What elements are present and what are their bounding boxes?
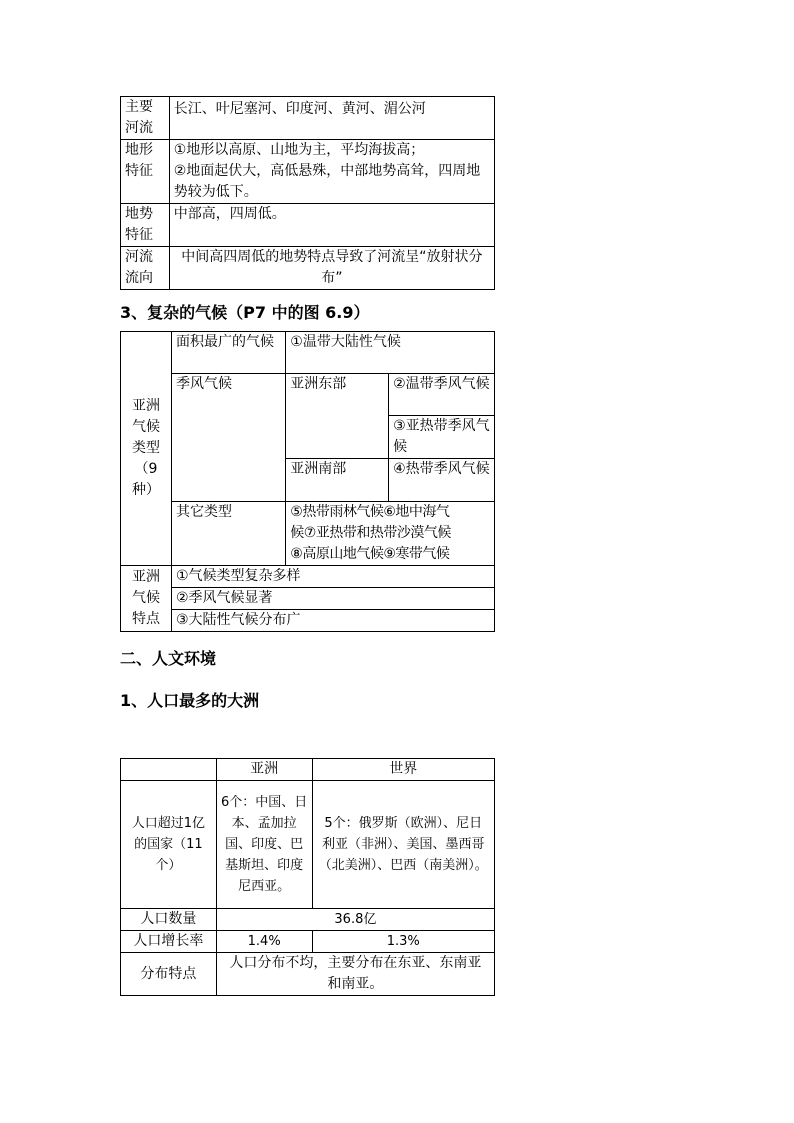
largest-area-label: 面积最广的气候 [171, 332, 285, 374]
monsoon-label: 季风气候 [171, 374, 285, 502]
population-value: 36.8亿 [216, 909, 494, 931]
row-label-growth-rate: 人口增长率 [121, 931, 217, 953]
other-types-label: 其它类型 [171, 502, 285, 566]
east-asia-label: 亚洲东部 [286, 374, 389, 459]
elevation-cell: 中部高，四周低。 [169, 204, 494, 247]
terrain-line-1: ①地形以高原、山地为主，平均海拔高； [173, 142, 425, 158]
feature-item: ③大陆性气候分布广 [171, 610, 494, 632]
row-label-large-countries: 人口超过1亿的国家（11个） [121, 781, 217, 909]
col-header-asia: 亚洲 [216, 759, 312, 781]
climate-table [120, 331, 495, 632]
header-blank [121, 759, 217, 781]
flow-cell: 中间高四周低的地势特点导致了河流呈“放射状分布” [169, 247, 494, 290]
terrain-line-2: ②地面起伏大，高低悬殊，中部地势高耸，四周地势较为低下。 [173, 163, 481, 200]
col-header-world: 世界 [312, 759, 494, 781]
south-asia-label: 亚洲南部 [286, 459, 389, 502]
temperate-monsoon: ②温带季风气候 [389, 374, 495, 416]
population-table [120, 758, 495, 996]
world-large-countries: 5个：俄罗斯（欧洲）、尼日利亚（非洲）、美国、墨西哥（北美洲）、巴西（南美洲）。 [312, 781, 494, 909]
row-label: 地势特征 [121, 204, 170, 247]
feature-item: ①气候类型复杂多样 [171, 566, 494, 588]
subtropical-monsoon: ③亚热带季风气候 [389, 416, 495, 459]
tropical-monsoon: ④热带季风气候 [389, 459, 495, 502]
other-line-1: ⑤热带雨林气候⑥地中海气 [290, 504, 450, 520]
landform-table [120, 96, 495, 290]
row-label: 主要河流 [121, 97, 170, 140]
feature-item: ②季风气候显著 [171, 588, 494, 610]
terrain-cell [169, 140, 494, 204]
other-line-2: 候⑦亚热带和热带沙漠气候 [290, 525, 451, 541]
row-label: 河流流向 [121, 247, 170, 290]
population-heading: 1、人口最多的大洲 [120, 691, 260, 710]
human-environment-heading: 二、人文环境 [120, 649, 217, 668]
other-line-3: ⑧高原山地气候⑨寒带气候 [290, 546, 450, 562]
climate-heading: 3、复杂的气候（P7 中的图 6.9） [120, 303, 370, 322]
world-growth-rate: 1.3% [312, 931, 494, 953]
distribution-value: 人口分布不均，主要分布在东亚、东南亚和南亚。 [216, 953, 494, 996]
row-label-population: 人口数量 [121, 909, 217, 931]
continental-climate: ①温带大陆性气候 [286, 332, 495, 374]
row-label-distribution: 分布特点 [121, 953, 217, 996]
rivers-cell: 长江、叶尼塞河、印度河、黄河、湄公河 [169, 97, 494, 140]
climate-feature-label: 亚洲气候特点 [121, 566, 172, 632]
other-types-list [286, 502, 495, 566]
asia-large-countries: 6个：中国、日本、孟加拉国、印度、巴基斯坦、印度尼西亚。 [216, 781, 312, 909]
asia-growth-rate: 1.4% [216, 931, 312, 953]
climate-type-label: 亚洲气候类型（9种） [121, 332, 172, 566]
row-label: 地形特征 [121, 140, 170, 204]
